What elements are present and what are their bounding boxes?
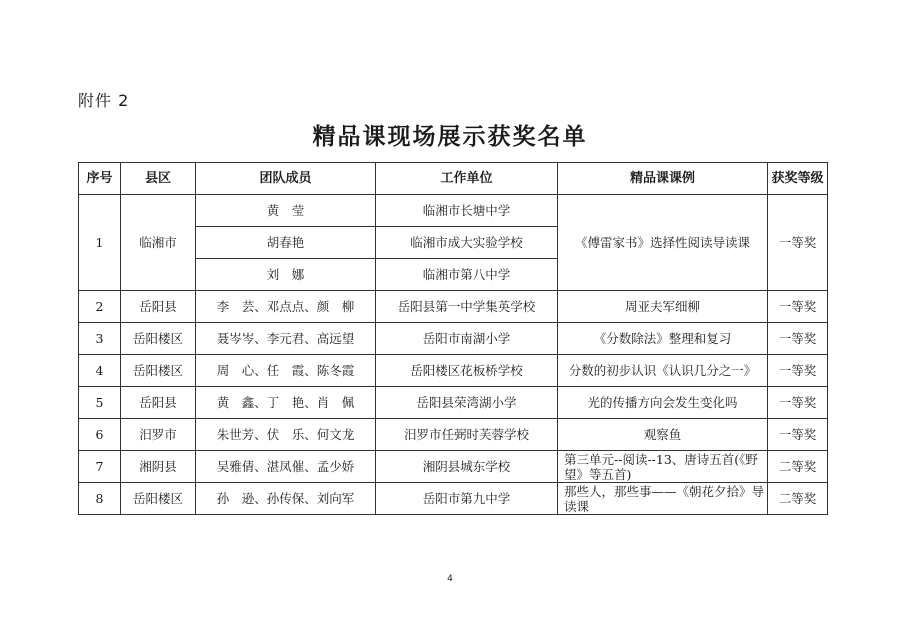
page-number: 4 xyxy=(447,574,453,584)
table-row xyxy=(79,419,828,451)
row-members: 聂岑岑、李元君、高远望 xyxy=(196,323,376,355)
row-member: 黄 莹 xyxy=(196,195,376,227)
row-award: 一等奖 xyxy=(768,195,828,291)
header-members: 团队成员 xyxy=(196,163,376,195)
row-award: 一等奖 xyxy=(768,323,828,355)
row-members: 黄 鑫、丁 艳、肖 佩 xyxy=(196,387,376,419)
table-row xyxy=(79,387,828,419)
header-award: 获奖等级 xyxy=(768,163,828,195)
row-no: 5 xyxy=(79,387,121,419)
row-unit: 岳阳市第九中学 xyxy=(376,483,558,515)
row-members: 吴雅倩、湛凤催、孟少娇 xyxy=(196,451,376,483)
header-county: 县区 xyxy=(121,163,196,195)
row-no: 2 xyxy=(79,291,121,323)
row-no: 8 xyxy=(79,483,121,515)
row-award: 一等奖 xyxy=(768,291,828,323)
row-unit: 汨罗市任弼时芙蓉学校 xyxy=(376,419,558,451)
row-award: 二等奖 xyxy=(768,483,828,515)
table-row xyxy=(79,195,828,227)
table-row xyxy=(79,355,828,387)
attachment-label: 附件 2 xyxy=(78,91,130,110)
row-unit: 湘阴县城东学校 xyxy=(376,451,558,483)
row-lesson: 观察鱼 xyxy=(558,419,768,451)
row-lesson: 《傅雷家书》选择性阅读导读课 xyxy=(558,195,768,291)
page-title: 精品课现场展示获奖名单 xyxy=(312,123,588,150)
row-unit: 临湘市成大实验学校 xyxy=(376,227,558,259)
row-member: 胡春艳 xyxy=(196,227,376,259)
header-no: 序号 xyxy=(79,163,121,195)
awards-table xyxy=(78,162,828,515)
table-row xyxy=(79,451,828,483)
row-award: 一等奖 xyxy=(768,355,828,387)
row-no: 6 xyxy=(79,419,121,451)
row-unit: 岳阳市南湖小学 xyxy=(376,323,558,355)
row-lesson: 分数的初步认识《认识几分之一》 xyxy=(558,355,768,387)
table-header-row xyxy=(79,163,828,195)
row-unit: 岳阳县第一中学集英学校 xyxy=(376,291,558,323)
row-members: 李 芸、邓点点、颜 柳 xyxy=(196,291,376,323)
row-member: 刘 娜 xyxy=(196,259,376,291)
row-award: 二等奖 xyxy=(768,451,828,483)
table-row xyxy=(79,291,828,323)
row-county: 岳阳楼区 xyxy=(121,483,196,515)
row-county: 岳阳楼区 xyxy=(121,323,196,355)
row-members: 孙 逊、孙传保、刘向军 xyxy=(196,483,376,515)
row-award: 一等奖 xyxy=(768,387,828,419)
row-no: 4 xyxy=(79,355,121,387)
row-lesson: 光的传播方向会发生变化吗 xyxy=(558,387,768,419)
row-award: 一等奖 xyxy=(768,419,828,451)
row-members: 周 心、任 霞、陈冬霞 xyxy=(196,355,376,387)
header-unit: 工作单位 xyxy=(376,163,558,195)
row-lesson: 《分数除法》整理和复习 xyxy=(558,323,768,355)
table-row xyxy=(79,483,828,515)
row-no: 1 xyxy=(79,195,121,291)
row-no: 7 xyxy=(79,451,121,483)
row-lesson: 第三单元--阅读--13、唐诗五首(《野望》等五首) xyxy=(558,451,768,483)
row-lesson: 周亚夫军细柳 xyxy=(558,291,768,323)
row-unit: 临湘市长塘中学 xyxy=(376,195,558,227)
row-lesson: 那些人，那些事——《朝花夕拾》导读课 xyxy=(558,483,768,515)
row-unit: 岳阳楼区花板桥学校 xyxy=(376,355,558,387)
row-county: 临湘市 xyxy=(121,195,196,291)
row-unit: 临湘市第八中学 xyxy=(376,259,558,291)
row-unit: 岳阳县荣湾湖小学 xyxy=(376,387,558,419)
row-county: 汨罗市 xyxy=(121,419,196,451)
row-county: 湘阴县 xyxy=(121,451,196,483)
row-county: 岳阳县 xyxy=(121,291,196,323)
row-county: 岳阳楼区 xyxy=(121,355,196,387)
row-members: 朱世芳、伏 乐、何文龙 xyxy=(196,419,376,451)
row-county: 岳阳县 xyxy=(121,387,196,419)
header-lesson: 精品课课例 xyxy=(558,163,768,195)
row-no: 3 xyxy=(79,323,121,355)
table-row xyxy=(79,323,828,355)
